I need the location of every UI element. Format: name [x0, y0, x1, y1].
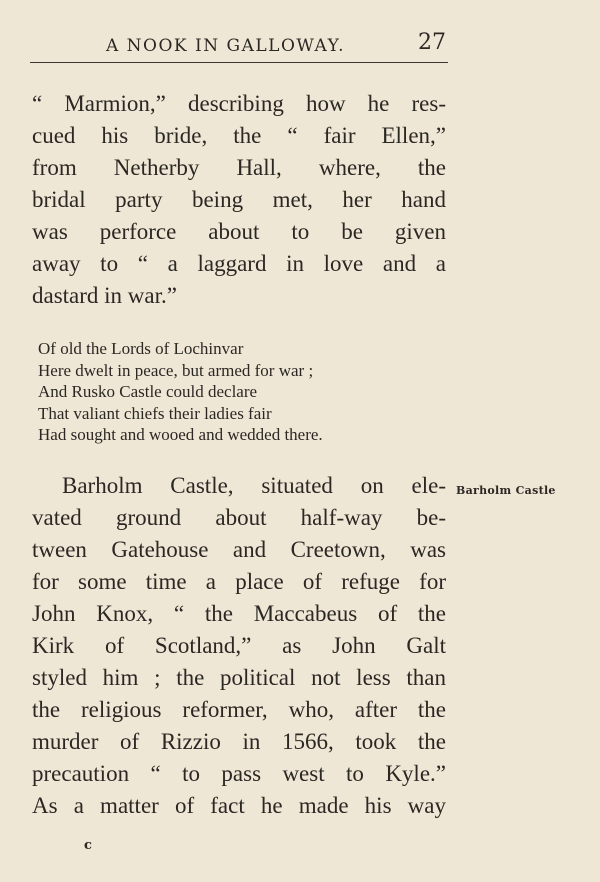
text-line: bridal party being met, her hand [32, 187, 446, 212]
text-line: vated ground about half-way be- [32, 505, 446, 530]
signature-mark: c [84, 838, 92, 853]
paragraph-marmion [32, 88, 446, 312]
text-line: murder of Rizzio in 1566, took the [32, 729, 446, 754]
text-line: dastard in war.” [32, 283, 177, 308]
verse-line: And Rusko Castle could declare [38, 382, 258, 401]
text-line: “ Marmion,” describing how he res- [32, 91, 446, 116]
text-line: precaution “ to pass west to Kyle.” [32, 761, 446, 786]
text-line: John Knox, “ the Maccabeus of the [32, 601, 446, 626]
text-line: styled him ; the political not less than [32, 665, 446, 690]
running-title: A NOOK IN GALLOWAY. [106, 36, 346, 56]
verse-line: Had sought and wooed and wedded there. [38, 425, 323, 444]
verse-quotation [38, 338, 323, 446]
text-line: the religious reformer, who, after the [32, 697, 446, 722]
text-line: was perforce about to be given [32, 219, 446, 244]
text-line: Kirk of Scotland,” as John Galt [32, 633, 446, 658]
verse-line: That valiant chiefs their ladies fair [38, 403, 272, 423]
text-line: As a matter of fact he made his way [32, 793, 446, 818]
text-line: tween Gatehouse and Creetown, was [32, 537, 446, 562]
text-line: Barholm Castle, situated on ele- [62, 473, 446, 498]
paragraph-barholm [32, 470, 446, 822]
text-line: cued his bride, the “ fair Ellen,” [32, 123, 446, 148]
page-number: 27 [418, 30, 446, 55]
text-line: away to “ a laggard in love and a [32, 251, 446, 276]
running-head [30, 28, 448, 63]
verse-line: Here dwelt in peace, but armed for war ; [38, 360, 314, 380]
text-line: from Netherby Hall, where, the [32, 155, 446, 180]
verse-line: Of old the Lords of Lochinvar [38, 339, 244, 358]
text-line: for some time a place of refuge for [32, 569, 446, 594]
margin-sidenote: Barholm Castle [456, 484, 556, 497]
